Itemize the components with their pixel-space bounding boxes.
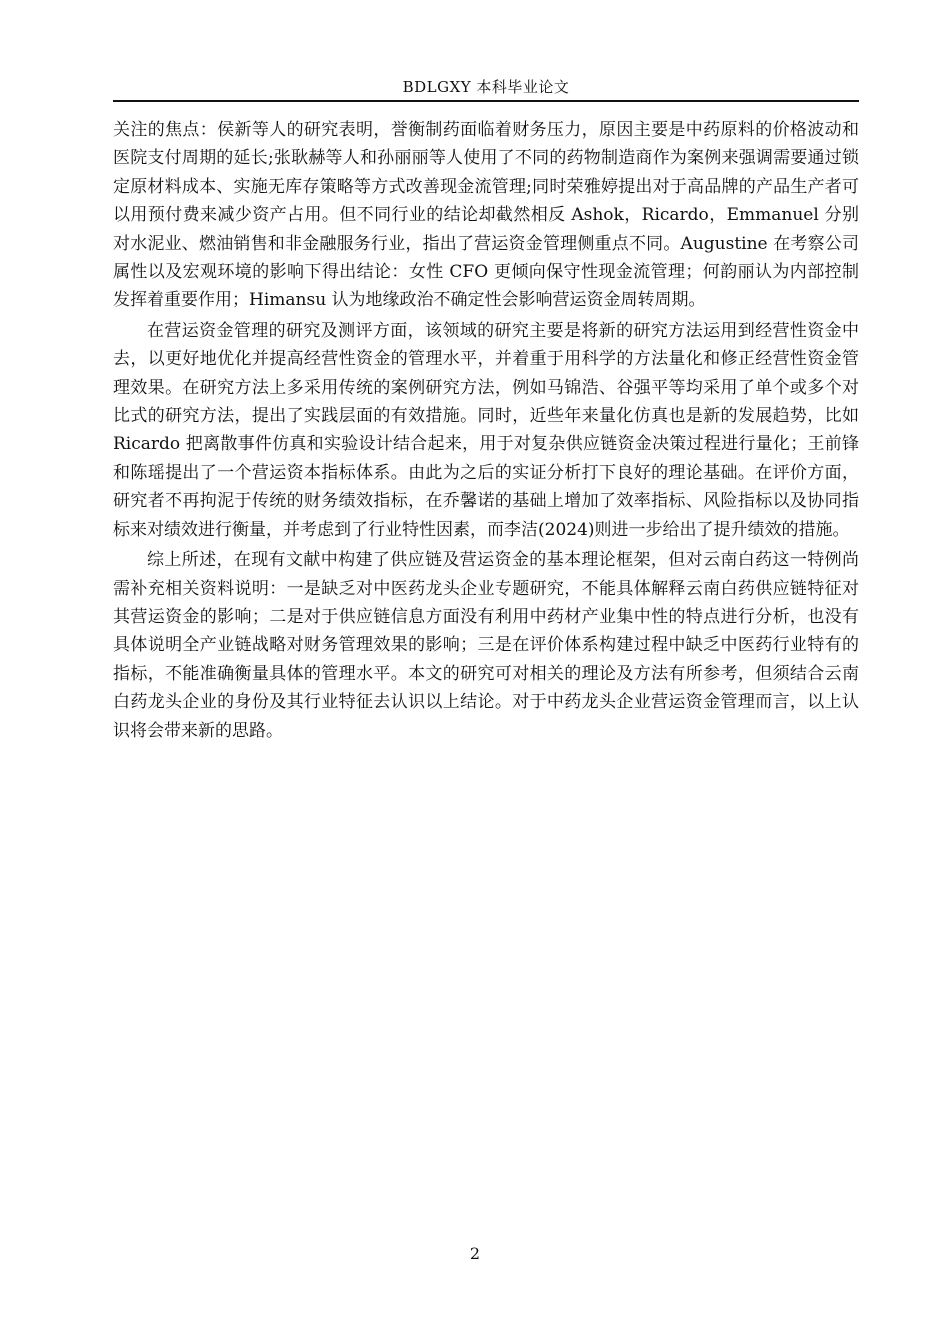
body-text	[113, 116, 859, 747]
header-divider	[113, 100, 859, 102]
paragraph-1: 关注的焦点：侯新等人的研究表明，誉衡制药面临着财务压力，原因主要是中药原料的价格波动和医院支付周期的延长;张耿赫等人和孙丽丽等人使用了不同的药物制造商作为案例来强调需要通过锁定原材料成本、实施无库存策略等方式改善现金流管理;同时荣雅婷提出对于高品牌的产品生产者可以用预付费来减少资产占用。但不同行业的结论却截然相反 Ashok，Ricardo，Emmanuel 分别对水泥业、燃油销售和非金融服务行业，指出了营运资金管理侧重点不同。Augustine 在考察公司属性以及宏观环境的影响下得出结论：女性 CFO 更倾向保守性现金流管理；何韵丽认为内部控制发挥着重要作用；Himansu 认为地缘政治不确定性会影响营运资金周转周期。	[113, 120, 859, 311]
paragraph-2: 在营运资金管理的研究及测评方面，该领域的研究主要是将新的研究方法运用到经营性资金中去，以更好地优化并提高经营性资金的管理水平，并着重于用科学的方法量化和修正经营性资金管理效果。在研究方法上多采用传统的案例研究方法，例如马锦浩、谷强平等均采用了单个或多个对比式的研究方法，提出了实践层面的有效措施。同时，近些年来量化仿真也是新的发展趋势，比如 Ricardo 把离散事件仿真和实验设计结合起来，用于对复杂供应链资金决策过程进行量化；王前锋和陈瑶提出了一个营运资本指标体系。由此为之后的实证分析打下良好的理论基础。在评价方面，研究者不再拘泥于传统的财务绩效指标，在乔馨诺的基础上增加了效率指标、风险指标以及协同指标来对绩效进行衡量，并考虑到了行业特性因素，而李洁(2024)则进一步给出了提升绩效的措施。	[113, 320, 859, 540]
paragraph-3: 综上所述，在现有文献中构建了供应链及营运资金的基本理论框架，但对云南白药这一特例尚需补充相关资料说明：一是缺乏对中医药龙头企业专题研究，不能具体解释云南白药供应链特征对其营运资金的影响；二是对于供应链信息方面没有利用中药材产业集中性的特点进行分析，也没有具体说明全产业链战略对财务管理效果的影响；三是在评价体系构建过程中缺乏中医药行业特有的指标，不能准确衡量具体的管理水平。本文的研究可对相关的理论及方法有所参考，但须结合云南白药龙头企业的身份及其行业特征去认识以上结论。对于中药龙头企业营运资金管理而言，以上认识将会带来新的思路。	[113, 550, 859, 741]
page-header-title: BDLGXY 本科毕业论文	[402, 78, 570, 96]
page-number: 2	[469, 1244, 481, 1263]
